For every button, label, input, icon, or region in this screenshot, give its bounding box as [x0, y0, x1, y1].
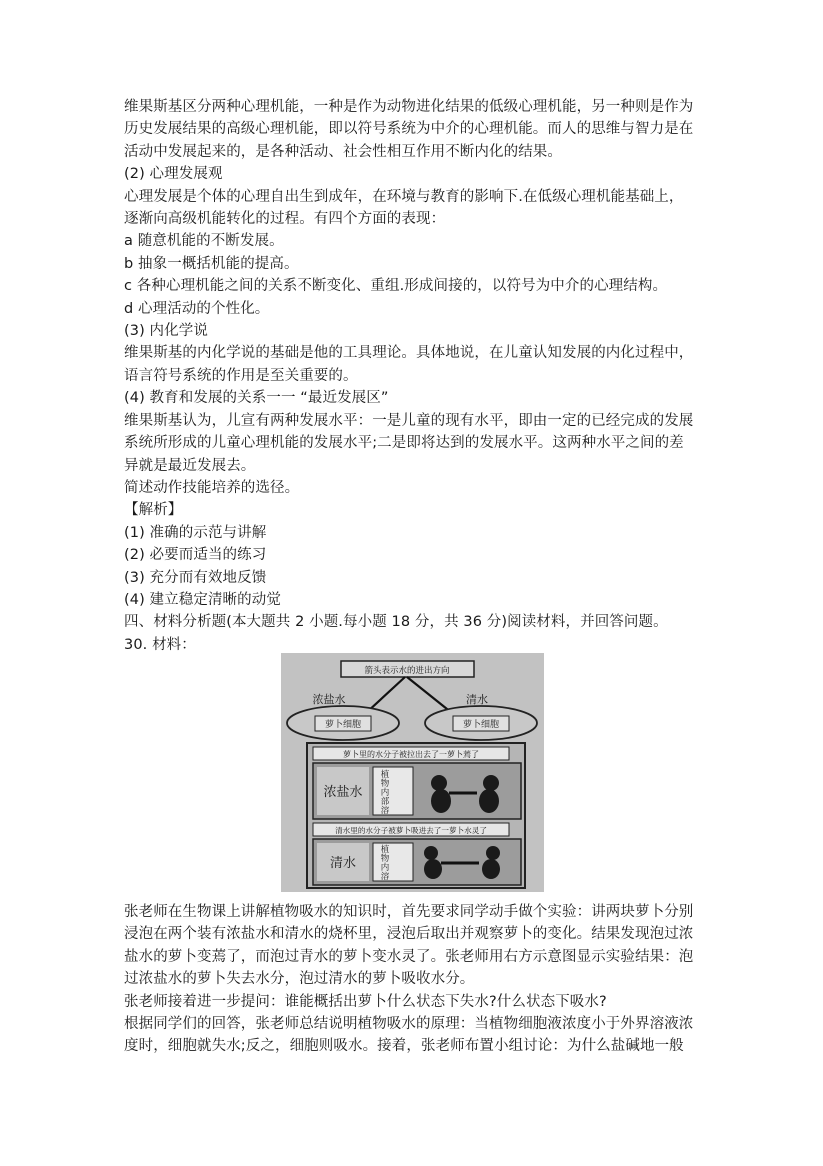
paragraph-line: 维果斯基的内化学说的基础是他的工具理论。具体地说，在儿童认知发展的内化过程中，: [124, 345, 694, 362]
diagram-label-brine: 浓盐水: [312, 693, 346, 706]
diagram-cell-left: 萝卜细胞: [324, 720, 362, 730]
diagram-inner-char: 溶: [380, 872, 390, 882]
question-line: 简述动作技能培养的选径。: [124, 479, 300, 496]
diagram-inner-char: 溶: [380, 806, 390, 816]
diagram-inner-char: 部: [380, 797, 390, 807]
paragraph-line: 系统所形成的儿童心理机能的发展水平;二是即将达到的发展水平。这两种水平之间的差: [124, 435, 684, 452]
paragraph-line: 维果斯基区分两种心理机能，一种是作为动物进化结果的低级心理机能，另一种则是作为: [124, 99, 694, 115]
diagram-inner-char: 物: [380, 854, 390, 864]
answer-item: (3) 充分而有效地反馈: [124, 569, 267, 586]
list-item: c 各种心理机能之间的关系不断变化、重组.形成间接的，以符号为中介的心理结构。: [124, 278, 668, 295]
diagram-inner-char: 植: [380, 845, 390, 855]
paragraph-line: 根据同学们的回答，张老师总结说明植物吸水的原理：当植物细胞液浓度小于外界溶液浓: [124, 1016, 694, 1033]
diagram-inner-char: 物: [380, 779, 390, 789]
analysis-heading: 【解析】: [124, 502, 183, 519]
paragraph-line: 心理发展是个体的心理自出生到成年，在环境与教育的影响下.在低级心理机能基础上，: [124, 188, 684, 205]
paragraph-line: 过浓盐水的萝卜失去水分，泡过清水的萝卜吸收水分。: [124, 971, 475, 988]
diagram-row-brine: 浓盐水: [323, 785, 363, 800]
paragraph-line: 语言符号系统的作用是至关重要的。: [124, 367, 358, 384]
answer-item: (4) 建立稳定清晰的动觉: [124, 591, 281, 608]
section-heading: (4) 教育和发展的关系一一 “最近发展区”: [124, 390, 389, 407]
section-heading: (3) 内化学说: [124, 323, 208, 340]
section-heading: (2) 心理发展观: [124, 166, 223, 183]
answer-item: (2) 必要而适当的练习: [124, 547, 267, 564]
text-block-bottom: [124, 901, 704, 1058]
section-title: 四、材料分析题(本大题共 2 小题.每小题 18 分，共 36 分)阅读材料，并回答问题。: [124, 614, 668, 631]
diagram-header-text: 箭头表示水的进出方向: [364, 666, 450, 676]
paragraph-line: 历史发展结果的高级心理机能，即以符号系统为中介的心理机能。而人的思维与智力是在: [124, 121, 694, 138]
paragraph-line: 逐渐向高级机能转化的过程。有四个方面的表现：: [124, 211, 446, 228]
paragraph-line: 张老师接着进一步提问：谁能概括出萝卜什么状态下失水?什么状态下吸水?: [124, 993, 607, 1010]
paragraph-line: 盐水的萝卜变蔫了，而泡过青水的萝卜变水灵了。张老师用右方示意图显示实验结果：泡: [124, 948, 694, 965]
list-item: d 心理活动的个性化。: [124, 300, 270, 317]
paragraph-line: 维果斯基认为，儿宣有两种发展水平：一是儿童的现有水平，即由一定的已经完成的发展: [124, 412, 694, 429]
paragraph-line: 度时，细胞就失水;反之，细胞则吸水。接着，张老师布置小组讨论：为什么盐碱地一般: [124, 1038, 684, 1055]
diagram-banner-1: 萝卜里的水分子被拉出去了一萝卜蔫了: [343, 750, 479, 759]
paragraph-line: 张老师在生物课上讲解植物吸水的知识时，首先要求同学动手做个实验：讲两块萝卜分别: [124, 904, 694, 920]
list-item: a 随意机能的不断发展。: [124, 233, 284, 250]
paragraph-line: 浸泡在两个装有浓盐水和清水的烧杯里，浸泡后取出并观察萝卜的变化。结果发现泡过浓: [124, 926, 694, 943]
text-block-top: [124, 96, 704, 656]
paragraph-line: 异就是最近发展去。: [124, 457, 256, 474]
diagram-inner-char: 植: [380, 770, 390, 780]
answer-item: (1) 准确的示范与讲解: [124, 524, 267, 541]
osmosis-diagram-image: [281, 653, 544, 892]
material-label: 30. 材料：: [124, 636, 196, 653]
diagram-inner-char: 内: [380, 863, 390, 873]
diagram-banner-2: 清水里的水分子被萝卜吸进去了一萝卜水灵了: [335, 826, 487, 835]
paragraph-line: 活动中发展起来的，是各种活动、社会性相互作用不断内化的结果。: [124, 143, 562, 160]
diagram-row-water: 清水: [329, 856, 357, 871]
diagram-inner-char: 内: [380, 788, 390, 798]
list-item: b 抽象一概括机能的提高。: [124, 255, 299, 272]
diagram-label-water: 清水: [466, 693, 488, 706]
diagram-cell-right: 萝卜细胞: [462, 720, 500, 730]
